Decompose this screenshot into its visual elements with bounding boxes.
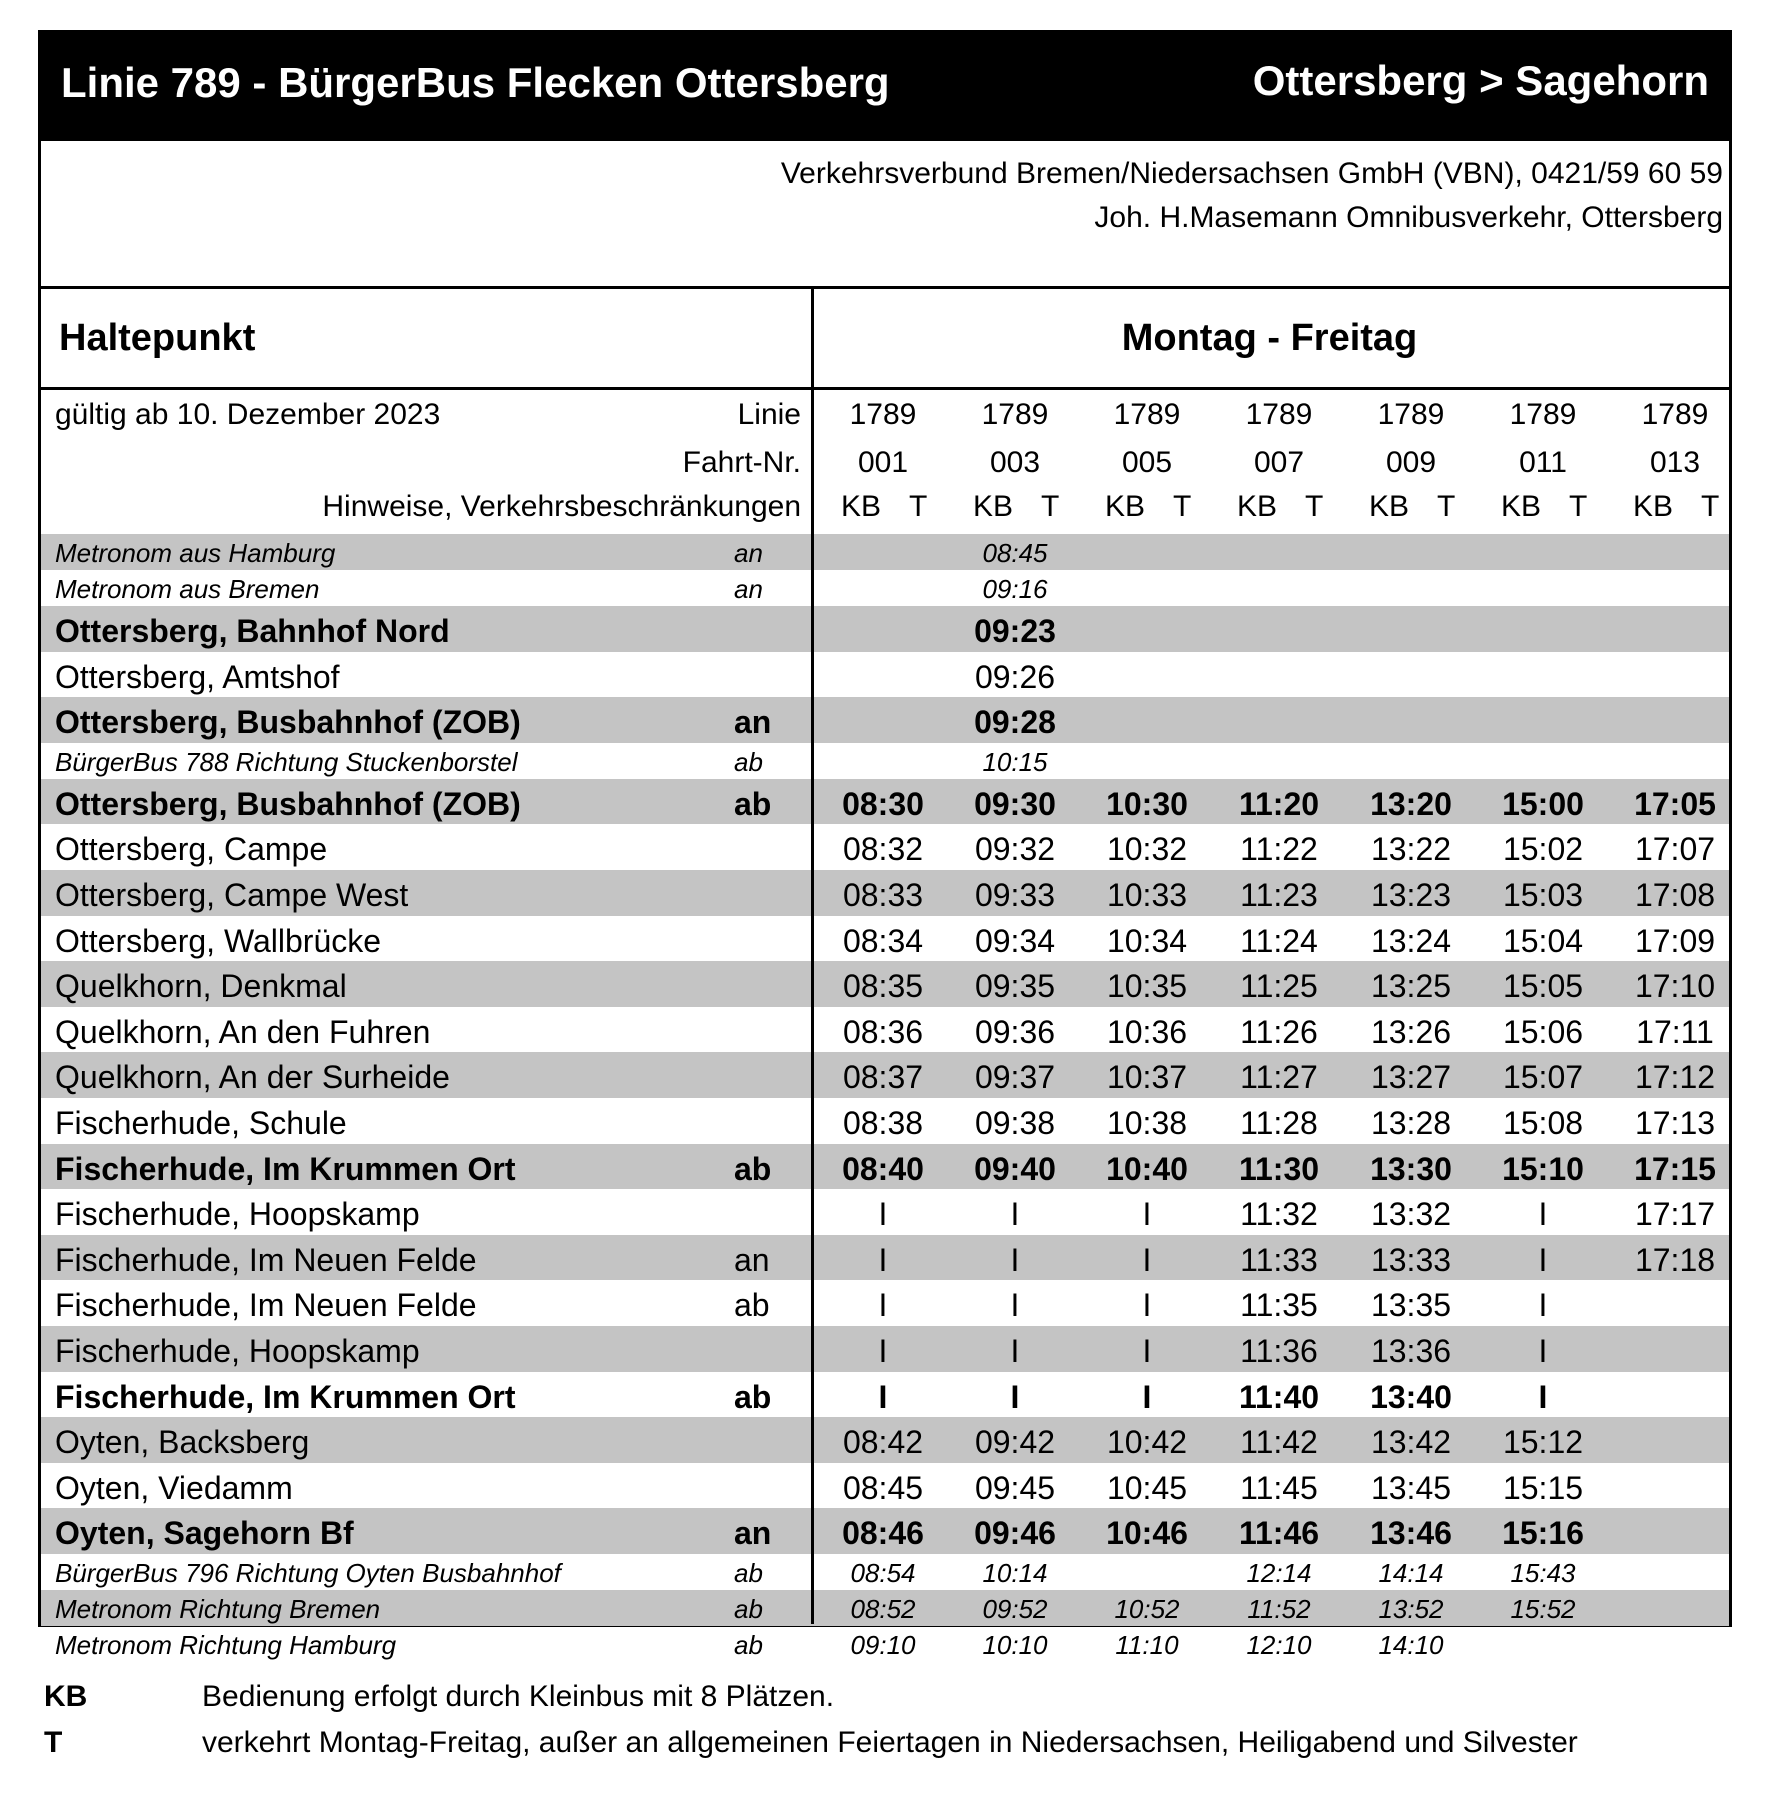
notes-row <box>41 482 1729 526</box>
departure-time: 15:43 <box>1510 1558 1576 1588</box>
departure-time: 08:34 <box>842 922 924 959</box>
departure-time: 13:23 <box>1370 877 1452 913</box>
departure-time: 09:23 <box>974 613 1056 649</box>
stop-name: Oyten, Viedamm <box>55 1469 293 1506</box>
departure-time: 08:40 <box>842 1150 924 1187</box>
note-kb: KB <box>1369 490 1410 523</box>
departure-time: I <box>1010 1378 1020 1415</box>
departure-time: 15:02 <box>1502 831 1584 868</box>
note-t: T <box>1569 490 1588 523</box>
stop-name: BürgerBus 796 Richtung Oyten Busbahnhof <box>55 1558 561 1588</box>
column-divider <box>811 289 814 1624</box>
departure-time: 10:10 <box>982 1630 1048 1660</box>
departure-time: 11:40 <box>1238 1378 1320 1415</box>
timetable-row <box>41 1189 1729 1235</box>
departure-time: 13:40 <box>1370 1378 1452 1415</box>
note-t: T <box>1041 490 1060 523</box>
departure-time: 15:15 <box>1502 1469 1584 1506</box>
trip-meta <box>41 390 1729 534</box>
departure-time: 08:37 <box>842 1059 924 1096</box>
operator-info <box>41 141 1729 289</box>
departure-time: I <box>878 1333 888 1369</box>
departure-time: 11:27 <box>1240 1059 1318 1096</box>
timetable-row <box>41 870 1729 916</box>
trip-number: 007 <box>1253 446 1305 479</box>
departure-time: 09:52 <box>982 1594 1048 1624</box>
departure-time: 09:38 <box>974 1105 1056 1141</box>
departure-time: 11:42 <box>1240 1424 1318 1461</box>
departure-time: 11:45 <box>1240 1469 1318 1506</box>
timetable-row <box>41 697 1729 743</box>
departure-time: I <box>878 1241 888 1278</box>
line-row <box>41 390 1729 434</box>
departure-time: 17:12 <box>1634 1059 1716 1096</box>
stop-name: Fischerhude, Hoopskamp <box>55 1333 420 1369</box>
departure-time: I <box>1538 1196 1548 1233</box>
departure-time: 13:24 <box>1370 922 1452 959</box>
arrival-departure-marker: ab <box>734 1378 772 1415</box>
departure-time: 15:00 <box>1502 785 1584 822</box>
departure-time: 11:10 <box>1115 1630 1179 1660</box>
departure-time: 09:32 <box>974 831 1056 868</box>
timetable-row <box>41 743 1729 779</box>
line-number: 1789 <box>1641 398 1709 431</box>
departure-time: 15:06 <box>1502 1013 1584 1050</box>
departure-time: 12:14 <box>1246 1558 1312 1588</box>
stop-name: Ottersberg, Busbahnhof (ZOB) <box>55 704 521 741</box>
trip-number: 005 <box>1121 446 1173 479</box>
departure-time: 09:34 <box>974 922 1056 959</box>
timetable-row <box>41 1235 1729 1281</box>
departure-time: 11:20 <box>1238 785 1320 822</box>
timetable-row <box>41 961 1729 1007</box>
departure-time: 10:15 <box>982 746 1048 777</box>
departure-time: 13:35 <box>1370 1287 1452 1324</box>
arrival-departure-marker: ab <box>734 1630 763 1660</box>
departure-time: 08:30 <box>842 785 924 822</box>
timetable-row <box>41 1007 1729 1053</box>
timetable-row <box>41 606 1729 652</box>
departure-time: 11:46 <box>1238 1515 1320 1552</box>
departure-time: 17:10 <box>1634 968 1716 1005</box>
departure-time: I <box>1010 1196 1020 1233</box>
stop-name: Oyten, Backsberg <box>55 1424 310 1461</box>
departure-time: 13:28 <box>1370 1105 1452 1141</box>
departure-time: 10:46 <box>1106 1515 1188 1552</box>
timetable-row <box>41 1280 1729 1326</box>
departure-time: I <box>1142 1241 1152 1278</box>
line-number: 1789 <box>1509 398 1577 431</box>
departure-time: 15:12 <box>1502 1424 1584 1461</box>
timetable-row <box>41 570 1729 606</box>
arrival-departure-marker: an <box>734 574 763 604</box>
departure-time: I <box>1010 1333 1020 1369</box>
departure-time: I <box>1010 1241 1020 1278</box>
trip-label: Fahrt-Nr. <box>682 446 801 479</box>
stop-name: Ottersberg, Wallbrücke <box>55 922 382 959</box>
departure-time: 10:32 <box>1106 831 1188 868</box>
stop-name: Metronom Richtung Hamburg <box>55 1630 397 1660</box>
timetable-row <box>41 1554 1729 1590</box>
departure-time: 17:08 <box>1634 877 1716 913</box>
line-title: Linie 789 - BürgerBus Flecken Ottersberg <box>61 59 890 106</box>
arrival-departure-marker: ab <box>734 1594 763 1624</box>
departure-time: 08:54 <box>850 1558 916 1588</box>
departure-time: 09:37 <box>974 1059 1056 1096</box>
departure-time: 11:35 <box>1240 1287 1318 1324</box>
departure-time: 17:09 <box>1634 922 1716 959</box>
departure-time: I <box>878 1287 888 1324</box>
note-kb: KB <box>1633 490 1674 523</box>
departure-time: 11:25 <box>1240 968 1318 1005</box>
departure-time: 15:07 <box>1502 1059 1584 1096</box>
departure-time: 09:28 <box>974 704 1056 741</box>
route-direction: Ottersberg > Sagehorn <box>1252 57 1709 104</box>
timetable-row <box>41 916 1729 962</box>
note-t: T <box>1437 490 1456 523</box>
departure-time: 13:45 <box>1370 1469 1452 1506</box>
timetable-row <box>41 1052 1729 1098</box>
trip-number: 003 <box>989 446 1041 479</box>
stop-name: Ottersberg, Amtshof <box>55 658 340 695</box>
departure-time: 10:35 <box>1106 968 1188 1005</box>
departure-time: 08:33 <box>842 877 924 913</box>
legend-key: T <box>44 1726 63 1759</box>
departure-time: 10:38 <box>1106 1105 1188 1141</box>
departure-time: 10:52 <box>1114 1594 1180 1624</box>
departure-time: 13:36 <box>1370 1333 1452 1369</box>
departure-time: 09:33 <box>974 877 1056 913</box>
stop-name: Metronom aus Hamburg <box>55 538 336 568</box>
departure-time: 15:52 <box>1510 1594 1576 1624</box>
departure-time: 15:03 <box>1502 877 1584 913</box>
timetable-row <box>41 1463 1729 1509</box>
stop-column-header: Haltepunkt <box>59 317 256 359</box>
departure-time: 17:13 <box>1634 1105 1716 1141</box>
stop-name: Oyten, Sagehorn Bf <box>55 1515 354 1552</box>
departure-time: 13:52 <box>1378 1594 1444 1624</box>
departure-time: I <box>1538 1287 1548 1324</box>
departure-time: 10:40 <box>1106 1150 1188 1187</box>
arrival-departure-marker: ab <box>734 746 763 777</box>
departure-time: 10:34 <box>1106 922 1188 959</box>
departure-time: 14:10 <box>1378 1630 1444 1660</box>
note-kb: KB <box>973 490 1014 523</box>
departure-time: 10:45 <box>1106 1469 1188 1506</box>
operator-vbn: Verkehrsverbund Bremen/Niedersachsen GmbH (VBN), 0421/59 60 59 <box>780 157 1723 190</box>
departure-time: 17:05 <box>1634 785 1716 822</box>
arrival-departure-marker: ab <box>734 1558 763 1588</box>
note-t: T <box>1173 490 1192 523</box>
departure-time: 09:40 <box>974 1150 1056 1187</box>
departure-time: 13:22 <box>1370 831 1452 868</box>
departure-time: I <box>1538 1241 1548 1278</box>
departure-time: 11:32 <box>1240 1196 1318 1233</box>
departure-time: I <box>1142 1287 1152 1324</box>
departure-time: I <box>878 1196 888 1233</box>
stop-name: Ottersberg, Campe West <box>55 877 409 913</box>
departure-time: 08:36 <box>842 1013 924 1050</box>
departure-time: 11:26 <box>1240 1013 1318 1050</box>
arrival-departure-marker: an <box>734 704 772 741</box>
timetable-row <box>41 1372 1729 1418</box>
timetable-sheet <box>38 30 1732 1660</box>
line-number: 1789 <box>1377 398 1445 431</box>
timetable-row <box>41 1144 1729 1190</box>
stop-name: Ottersberg, Busbahnhof (ZOB) <box>55 785 521 822</box>
departure-time: 13:32 <box>1370 1196 1452 1233</box>
departure-time: 13:42 <box>1370 1424 1452 1461</box>
trip-number: 001 <box>857 446 909 479</box>
line-number: 1789 <box>1245 398 1313 431</box>
stop-name: Quelkhorn, Denkmal <box>55 968 347 1005</box>
trip-row <box>41 438 1729 482</box>
line-number: 1789 <box>849 398 917 431</box>
arrival-departure-marker: an <box>734 1241 770 1278</box>
stop-name: Fischerhude, Im Neuen Felde <box>55 1287 477 1324</box>
stop-name: Ottersberg, Campe <box>55 831 328 868</box>
timetable-row <box>41 1417 1729 1463</box>
departure-time: 17:15 <box>1634 1150 1716 1187</box>
departure-time: 11:23 <box>1240 877 1318 913</box>
departure-time: 08:45 <box>842 1469 924 1506</box>
departure-time: I <box>878 1378 888 1415</box>
timetable-row <box>41 779 1729 825</box>
trip-number: 009 <box>1385 446 1437 479</box>
stop-name: Fischerhude, Im Neuen Felde <box>55 1241 477 1278</box>
departure-time: 08:32 <box>842 831 924 868</box>
departure-time: 15:08 <box>1502 1105 1584 1141</box>
legend-text: Bedienung erfolgt durch Kleinbus mit 8 Plätzen. <box>202 1680 835 1713</box>
departure-time: 11:24 <box>1240 922 1318 959</box>
notes-label: Hinweise, Verkehrsbeschränkungen <box>322 490 801 523</box>
stop-name: Ottersberg, Bahnhof Nord <box>55 613 450 649</box>
title-bar <box>41 33 1729 141</box>
departure-time: 08:52 <box>850 1594 916 1624</box>
departure-time: 15:10 <box>1502 1150 1584 1187</box>
timetable-row <box>41 1098 1729 1144</box>
departure-time: 09:10 <box>850 1630 916 1660</box>
note-t: T <box>1701 490 1720 523</box>
departure-time: 11:28 <box>1240 1105 1318 1141</box>
departure-time: 09:30 <box>974 785 1056 822</box>
stop-name: Fischerhude, Im Krummen Ort <box>55 1378 516 1415</box>
timetable-row <box>41 1626 1729 1662</box>
departure-time: 17:17 <box>1634 1196 1716 1233</box>
departure-time: 09:42 <box>974 1424 1056 1461</box>
departure-time: 17:07 <box>1634 831 1716 868</box>
departure-time: 12:10 <box>1246 1630 1312 1660</box>
arrival-departure-marker: ab <box>734 785 772 822</box>
departure-time: 10:14 <box>982 1558 1048 1588</box>
departure-time: 10:30 <box>1106 785 1188 822</box>
departure-time: 15:04 <box>1502 922 1584 959</box>
departure-time: 13:20 <box>1370 785 1452 822</box>
departure-time: 09:36 <box>974 1013 1056 1050</box>
arrival-departure-marker: an <box>734 538 763 568</box>
departure-time: 17:11 <box>1636 1013 1714 1050</box>
valid-from: gültig ab 10. Dezember 2023 <box>55 398 441 431</box>
departure-time: 11:30 <box>1238 1150 1320 1187</box>
departure-time: I <box>1538 1378 1548 1415</box>
legend-text: verkehrt Montag-Freitag, außer an allgemeinen Feiertagen in Niedersachsen, Heiligabend und Silvester <box>202 1726 1578 1759</box>
departure-time: I <box>1538 1333 1548 1369</box>
departure-time: 09:45 <box>974 1469 1056 1506</box>
departure-time: I <box>1142 1333 1152 1369</box>
departure-time: 10:37 <box>1106 1059 1188 1096</box>
stop-name: BürgerBus 788 Richtung Stuckenborstel <box>55 746 518 777</box>
line-number: 1789 <box>981 398 1049 431</box>
departure-time: 13:30 <box>1370 1150 1452 1187</box>
stop-name: Metronom aus Bremen <box>55 574 320 604</box>
departure-time: 11:33 <box>1240 1241 1318 1278</box>
departure-time: 09:35 <box>974 968 1056 1005</box>
stop-name: Quelkhorn, An den Fuhren <box>55 1013 431 1050</box>
arrival-departure-marker: an <box>734 1515 772 1552</box>
arrival-departure-marker: ab <box>734 1150 772 1187</box>
departure-time: 11:36 <box>1240 1333 1318 1369</box>
stop-name: Fischerhude, Schule <box>55 1105 347 1141</box>
note-kb: KB <box>1105 490 1146 523</box>
stop-name: Fischerhude, Hoopskamp <box>55 1196 420 1233</box>
timetable-row <box>41 1590 1729 1626</box>
legend-key: KB <box>44 1680 88 1713</box>
arrival-departure-marker: ab <box>734 1287 770 1324</box>
timetable-row <box>41 652 1729 698</box>
trip-number: 013 <box>1649 446 1701 479</box>
departure-time: 13:33 <box>1370 1241 1452 1278</box>
note-kb: KB <box>1501 490 1542 523</box>
departure-time: I <box>1010 1287 1020 1324</box>
departure-time: 10:42 <box>1106 1424 1188 1461</box>
departure-time: 09:46 <box>974 1515 1056 1552</box>
departure-time: 17:18 <box>1634 1241 1716 1278</box>
line-number: 1789 <box>1113 398 1181 431</box>
departure-time: 08:46 <box>842 1515 924 1552</box>
note-t: T <box>1305 490 1324 523</box>
note-t: T <box>909 490 928 523</box>
departure-time: 14:14 <box>1378 1558 1444 1588</box>
stop-name: Quelkhorn, An der Surheide <box>55 1059 450 1096</box>
departure-time: I <box>1142 1378 1152 1415</box>
stop-name: Metronom Richtung Bremen <box>55 1594 381 1624</box>
stop-name: Fischerhude, Im Krummen Ort <box>55 1150 516 1187</box>
days-column-header: Montag - Freitag <box>1121 317 1418 359</box>
departure-time: 08:42 <box>842 1424 924 1461</box>
line-label: Linie <box>737 398 801 431</box>
departure-time: 10:33 <box>1106 877 1188 913</box>
timetable-row <box>41 824 1729 870</box>
operator-masemann: Joh. H.Masemann Omnibusverkehr, Ottersberg <box>1094 201 1723 234</box>
departure-time: 08:38 <box>842 1105 924 1141</box>
column-headers <box>41 289 1729 390</box>
departure-time: 09:16 <box>982 574 1048 604</box>
timetable-row <box>41 534 1729 570</box>
note-kb: KB <box>1237 490 1278 523</box>
departure-time: 11:22 <box>1240 831 1318 868</box>
trip-number: 011 <box>1519 446 1567 479</box>
departure-time: 10:36 <box>1106 1013 1188 1050</box>
departure-time: 13:25 <box>1370 968 1452 1005</box>
departure-time: 09:26 <box>974 658 1056 695</box>
note-kb: KB <box>841 490 882 523</box>
departure-time: 08:45 <box>982 538 1048 568</box>
departure-time: 13:46 <box>1370 1515 1452 1552</box>
departure-time: I <box>1142 1196 1152 1233</box>
departure-time: 11:52 <box>1247 1594 1311 1624</box>
departure-time: 15:16 <box>1502 1515 1584 1552</box>
departure-time: 08:35 <box>842 968 924 1005</box>
timetable-row <box>41 1508 1729 1554</box>
departure-time: 13:27 <box>1370 1059 1452 1096</box>
departure-time: 13:26 <box>1370 1013 1452 1050</box>
timetable-row <box>41 1326 1729 1372</box>
departure-time: 15:05 <box>1502 968 1584 1005</box>
